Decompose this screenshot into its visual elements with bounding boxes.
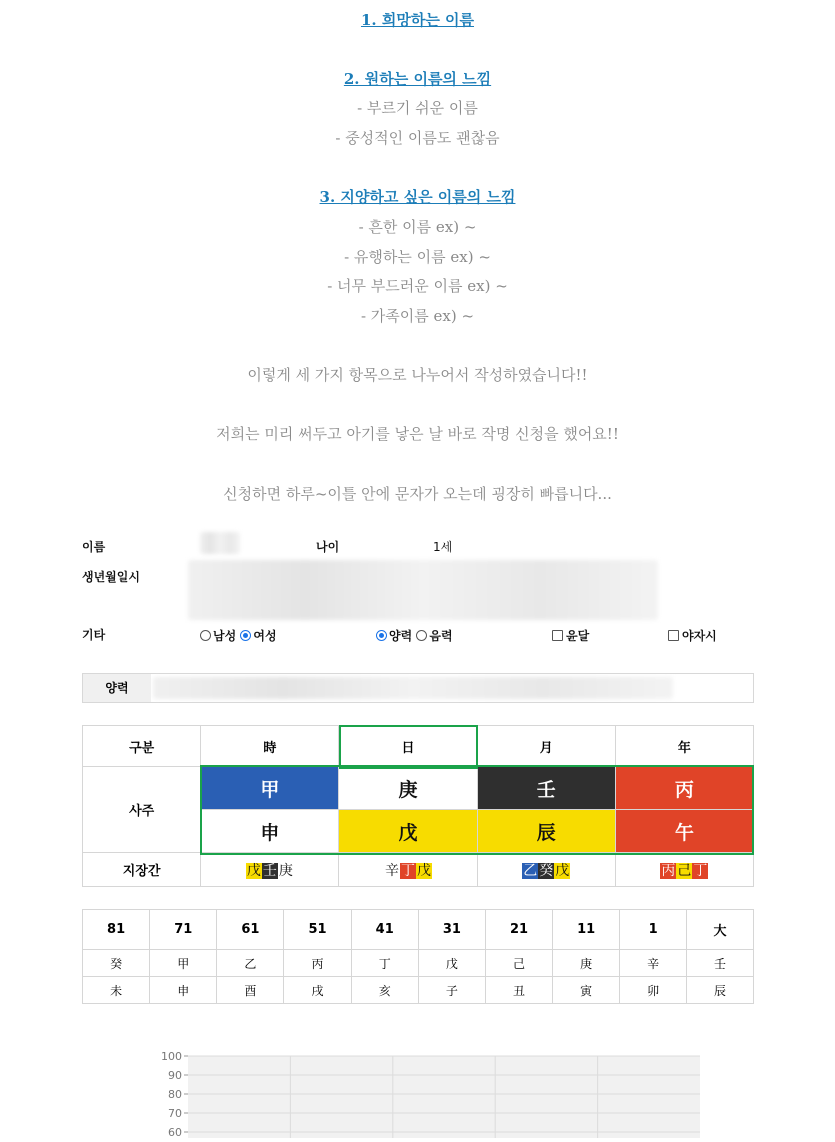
heading-avoid-feel: 3. 지양하고 싶은 이름의 느낌	[319, 188, 516, 206]
night-option	[668, 627, 717, 644]
name-label: 이름	[82, 540, 106, 554]
daeun-table	[82, 909, 754, 1004]
heading-desired-feel: 2. 원하는 이름의 느낌	[343, 70, 492, 88]
avoid-feel-item: - 너무 부드러운 이름 ex) ~	[327, 277, 508, 295]
hidden-stem: 辛	[385, 862, 400, 879]
solar-date-bar	[82, 673, 754, 703]
daeun-cell: 己	[485, 950, 552, 977]
daeun-cell: 丁	[351, 950, 418, 977]
score-chart	[150, 1048, 710, 1138]
stem-cell: 甲	[201, 767, 339, 810]
hidden-stem: 丁	[401, 862, 416, 879]
name-value-blurred	[200, 532, 240, 554]
hidden-stem: 壬	[262, 862, 277, 879]
chart-y-tick-label: 70	[168, 1107, 182, 1120]
solar-date-blurred	[153, 677, 673, 699]
hidden-stem: 丙	[661, 862, 676, 879]
male-radio[interactable]	[200, 630, 211, 641]
stem-cell: 壬	[477, 767, 615, 810]
leap-month-checkbox[interactable]	[552, 630, 563, 641]
daeun-cell: 亥	[351, 977, 418, 1004]
daeun-cell: 大	[687, 910, 754, 950]
daeun-cell: 乙	[217, 950, 284, 977]
header-cell: 구분	[83, 726, 201, 767]
saju-table	[82, 725, 754, 887]
stem-cell: 庚	[339, 767, 477, 810]
hidden-stem: 己	[677, 862, 692, 879]
branch-cell: 午	[615, 810, 753, 853]
daeun-cell: 酉	[217, 977, 284, 1004]
chart-plot-area	[188, 1056, 700, 1138]
header-cell: 時	[201, 726, 339, 767]
solar-label: 양력	[389, 629, 413, 643]
daeun-cell: 甲	[150, 950, 217, 977]
hidden-stem: 戊	[246, 862, 261, 879]
hidden-stem: 戊	[417, 862, 432, 879]
daeun-cell: 51	[284, 910, 351, 950]
daeun-cell: 壬	[687, 950, 754, 977]
daeun-cell: 寅	[553, 977, 620, 1004]
lunar-radio[interactable]	[416, 630, 427, 641]
desired-feel-item: - 부르기 쉬운 이름	[357, 99, 478, 117]
birth-value-blurred	[188, 560, 658, 620]
night-checkbox[interactable]	[668, 630, 679, 641]
chart-y-tick-label: 90	[168, 1069, 182, 1082]
daeun-cell: 61	[217, 910, 284, 950]
solar-tag: 양력	[83, 674, 151, 702]
daeun-cell: 戊	[418, 950, 485, 977]
avoid-feel-item: - 흔한 이름 ex) ~	[358, 218, 477, 236]
daeun-cell: 81	[83, 910, 150, 950]
daeun-cell: 71	[150, 910, 217, 950]
daeun-cell: 丙	[284, 950, 351, 977]
chart-y-tick-label: 100	[161, 1050, 182, 1063]
daeun-cell: 未	[83, 977, 150, 1004]
desired-feel-item: - 중성적인 이름도 괜찮음	[335, 129, 500, 147]
gender-radio-group	[200, 627, 277, 644]
saju-row-label: 사주	[83, 767, 201, 853]
daeun-cell: 戌	[284, 977, 351, 1004]
hidden-stems-label: 지장간	[83, 853, 201, 887]
paragraph: 이렇게 세 가지 항목으로 나누어서 작성하였습니다!!	[247, 366, 588, 384]
birth-label: 생년월일시	[82, 570, 140, 584]
daeun-cell: 辰	[687, 977, 754, 1004]
hidden-stems-cell	[201, 853, 339, 887]
hidden-stems-cell	[339, 853, 477, 887]
leap-month-option	[552, 627, 589, 644]
daeun-cell: 癸	[83, 950, 150, 977]
chart-svg	[150, 1048, 710, 1138]
daeun-cell: 41	[351, 910, 418, 950]
avoid-feel-item: - 가족이름 ex) ~	[360, 307, 475, 325]
hidden-stems-cell	[477, 853, 615, 887]
female-label: 여성	[253, 629, 277, 643]
daeun-cell: 11	[553, 910, 620, 950]
hidden-stem: 丁	[693, 862, 708, 879]
night-label: 야자시	[682, 629, 717, 643]
avoid-feel-item: - 유행하는 이름 ex) ~	[344, 248, 491, 266]
hidden-stem: 癸	[539, 862, 554, 879]
female-radio[interactable]	[240, 630, 251, 641]
header-cell: 月	[477, 726, 615, 767]
calendar-radio-group	[376, 627, 453, 644]
branch-cell: 戊	[339, 810, 477, 853]
daeun-cell: 申	[150, 977, 217, 1004]
daeun-cell: 1	[620, 910, 687, 950]
hidden-stem: 庚	[278, 862, 293, 879]
daeun-cell: 31	[418, 910, 485, 950]
hidden-stem: 戊	[555, 862, 570, 879]
leap-month-label: 윤달	[566, 629, 590, 643]
paragraph: 저희는 미리 써두고 아기를 낳은 날 바로 작명 신청을 했어요!!	[216, 425, 619, 443]
header-cell: 年	[615, 726, 753, 767]
hidden-stem: 乙	[523, 862, 538, 879]
daeun-cell: 子	[418, 977, 485, 1004]
daeun-cell: 丑	[485, 977, 552, 1004]
age-label: 나이	[316, 540, 340, 554]
header-cell: 日	[339, 726, 477, 767]
chart-y-tick-label: 80	[168, 1088, 182, 1101]
lunar-label: 음력	[429, 629, 453, 643]
branch-cell: 申	[201, 810, 339, 853]
hidden-stems-cell	[615, 853, 753, 887]
male-label: 남성	[213, 629, 237, 643]
etc-label: 기타	[82, 628, 106, 642]
stem-cell: 丙	[615, 767, 753, 810]
daeun-cell: 辛	[620, 950, 687, 977]
heading-desired-name: 1. 희망하는 이름	[360, 11, 475, 29]
daeun-cell: 21	[485, 910, 552, 950]
daeun-cell: 卯	[620, 977, 687, 1004]
solar-radio[interactable]	[376, 630, 387, 641]
daeun-cell: 庚	[553, 950, 620, 977]
paragraph: 신청하면 하루~이틀 안에 문자가 오는데 굉장히 빠릅니다...	[223, 485, 612, 503]
age-value: 1세	[433, 540, 453, 554]
branch-cell: 辰	[477, 810, 615, 853]
chart-y-tick-label: 60	[168, 1126, 182, 1138]
